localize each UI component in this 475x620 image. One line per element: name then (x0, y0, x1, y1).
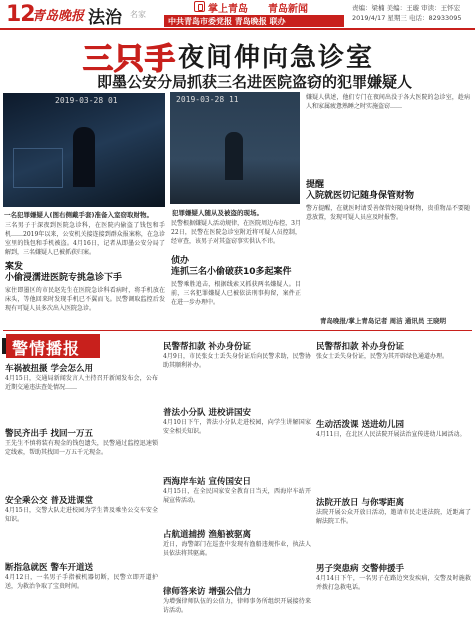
brief-title: 车祸被扭摄 学会怎么用 (5, 364, 93, 374)
app-title: 青岛新闻 (268, 4, 308, 15)
masthead-right (164, 1, 344, 28)
photo-caption-right: 犯罪嫌疑人随从及被盗的现场。 (172, 209, 263, 217)
section-title: 法治 (88, 8, 122, 28)
brief-text: 为增强律师队伍的公信力，律师事务所组织开展接待来访活动。 (163, 598, 311, 614)
police-alert-banner: 警情播报 (6, 334, 100, 358)
brief-title: 法院开放日 与你零距离 (316, 498, 404, 508)
masthead-meta (352, 3, 462, 23)
brief-title: 男子突患病 交警伸援手 (316, 564, 404, 574)
brief-text: 4月12日，一名男子手指被机器切断，民警立即开道护送，为救治争取了宝贵时间。 (5, 574, 158, 590)
brief-title: 民警帮扣款 补办身份证 (316, 342, 404, 352)
article-text: 民警根据嫌疑人活动规律，在医院周边布控，3月22日，民警在医院急诊室附近将可疑人员控制，经审查，该男子对其盗窃事实供认不讳。 (171, 220, 301, 245)
photo-caption-left: 一名犯罪嫌疑人(图右侧戴手套)准备入室窃取财物。 (4, 211, 153, 219)
brief-title: 民警帮扣款 补办身份证 (163, 342, 251, 352)
article-text: 三名男子于深夜到医院急诊科，在医院内偷盗了钱包和手机……2019年以来，公安机关接连接到群众报案称，在急诊室里的钱包和手机被盗。4月16日，记者从即墨公安分局了解到，三名嫌疑人已被抓获归案。 (5, 222, 165, 256)
brief-title: 占航道捕捞 渔船被驱离 (163, 530, 251, 540)
section-subtitle: 名家 (130, 10, 146, 19)
article-text: 嫌疑人供述，他们专门在夜间出没于各大医院的急诊室，趁病人和家属疲惫熟睡之时实施盗窃…… (306, 94, 470, 110)
photo-shelf (13, 148, 63, 188)
masthead (0, 0, 475, 30)
brief-text: 王先生不慎将装有现金的钱包遗失，民警通过监控迅速锁定线索，帮助其找回一万五千元现金。 (5, 440, 158, 456)
brief-text: 4月15日，在全民国家安全教育日当天，西海岸车站开展宣传活动。 (163, 488, 311, 504)
brief-title: 普法小分队 进校讲国安 (163, 408, 251, 418)
brief-text: 4月9日，市民张女士丢失身份证后向民警求助，民警协助其顺利补办。 (163, 353, 311, 369)
surveillance-photo-left (3, 93, 165, 207)
article-subhead: 案发 小偷浸濡进医院专挑急诊下手 (5, 262, 123, 283)
byline: 青岛晚报/掌上青岛记者 周洁 通讯员 王晓明 (320, 317, 447, 325)
article-subhead: 侦办 连抓三名小偷破获10多起案件 (171, 256, 292, 277)
page-number: 12 (6, 2, 35, 27)
photo-timestamp: 2019-03-28 01 (55, 96, 118, 105)
date-line: 2019/4/17 星期三 电话：82933095 (352, 14, 462, 22)
photo-person (225, 132, 243, 180)
brief-text: 4月10日下午，普法小分队走进校园，向学生讲解国家安全相关知识。 (163, 419, 311, 435)
article-text: 民警乘胜追击，根据线索又抓获两名嫌疑人。目前，三名犯罪嫌疑人已被依法刑事拘留，案件正在进一步办理中。 (171, 281, 301, 306)
app-name: 掌上青岛 (208, 4, 248, 15)
photo-person (73, 127, 95, 187)
brief-title: 警民齐出手 找回一万五 (5, 429, 93, 439)
brief-text: 张女士丢失身份证，民警为其开辟绿色通道办理。 (316, 353, 449, 360)
brief-title: 西海岸车站 宣传国安日 (163, 477, 251, 487)
headline-accent: 三只手 (83, 42, 176, 77)
brief-title: 生动活泼课 送进幼儿园 (316, 420, 404, 430)
article-text: 警方提醒，在就医时请妥善保管好随身财物，贵重物品不要随意放置，发现可疑人员应及时报警。 (306, 205, 470, 221)
subheadline: 即墨公安分局抓获三名进医院盗窃的犯罪嫌疑人 (97, 73, 413, 91)
brief-title: 断指急就医 警车开道送 (5, 563, 93, 573)
photo-timestamp: 2019-03-28 11 (176, 95, 239, 104)
headline: 夜间伸向急诊室 (178, 43, 375, 73)
brief-text: 4月11日，在北区人民法院开展法治宣传进幼儿园活动。 (316, 431, 466, 438)
brief-text: 4月14日下午，一名男子在路边突发疾病，交警及时施救并拨打急救电话。 (316, 575, 471, 591)
editor-line: 责编：梁楠 美编：王璇 审读：王怀宏 (352, 4, 461, 12)
brief-title: 安全乘公交 普及进课堂 (5, 496, 93, 506)
article-subhead: 提醒 入院就医切记随身保管财物 (306, 180, 415, 201)
surveillance-photo-right (170, 92, 300, 204)
brief-title: 律师答来访 增强公信力 (163, 587, 251, 597)
brief-text: 法院开展公众开放日活动，邀请市民走进法院，近距离了解法院工作。 (316, 509, 471, 525)
paper-name: 青岛晚报 (32, 9, 85, 24)
phone-icon (194, 1, 205, 12)
brief-text: 近日，海警部门在巡查中发现有渔船违规作业，执法人员依法将其驱离。 (163, 541, 311, 557)
banner: 中共青岛市委党报 青岛晚报 联办 (164, 15, 344, 27)
brief-text: 4月15日，交警大队走进校园为学生普及乘坐公交车安全知识。 (5, 507, 158, 523)
article-text: 家住即墨区的市民赵先生在医院急诊科看病时，将手机放在床头，等他回来时发现手机已不翼而飞。民警调取监控后发现有可疑人员多次出入医院急诊。 (5, 287, 165, 312)
section-divider (3, 330, 472, 331)
brief-text: 4月15日，交通局新闻发言人主持召开新闻发布会，公布近期交通违法查处情况…… (5, 375, 158, 391)
